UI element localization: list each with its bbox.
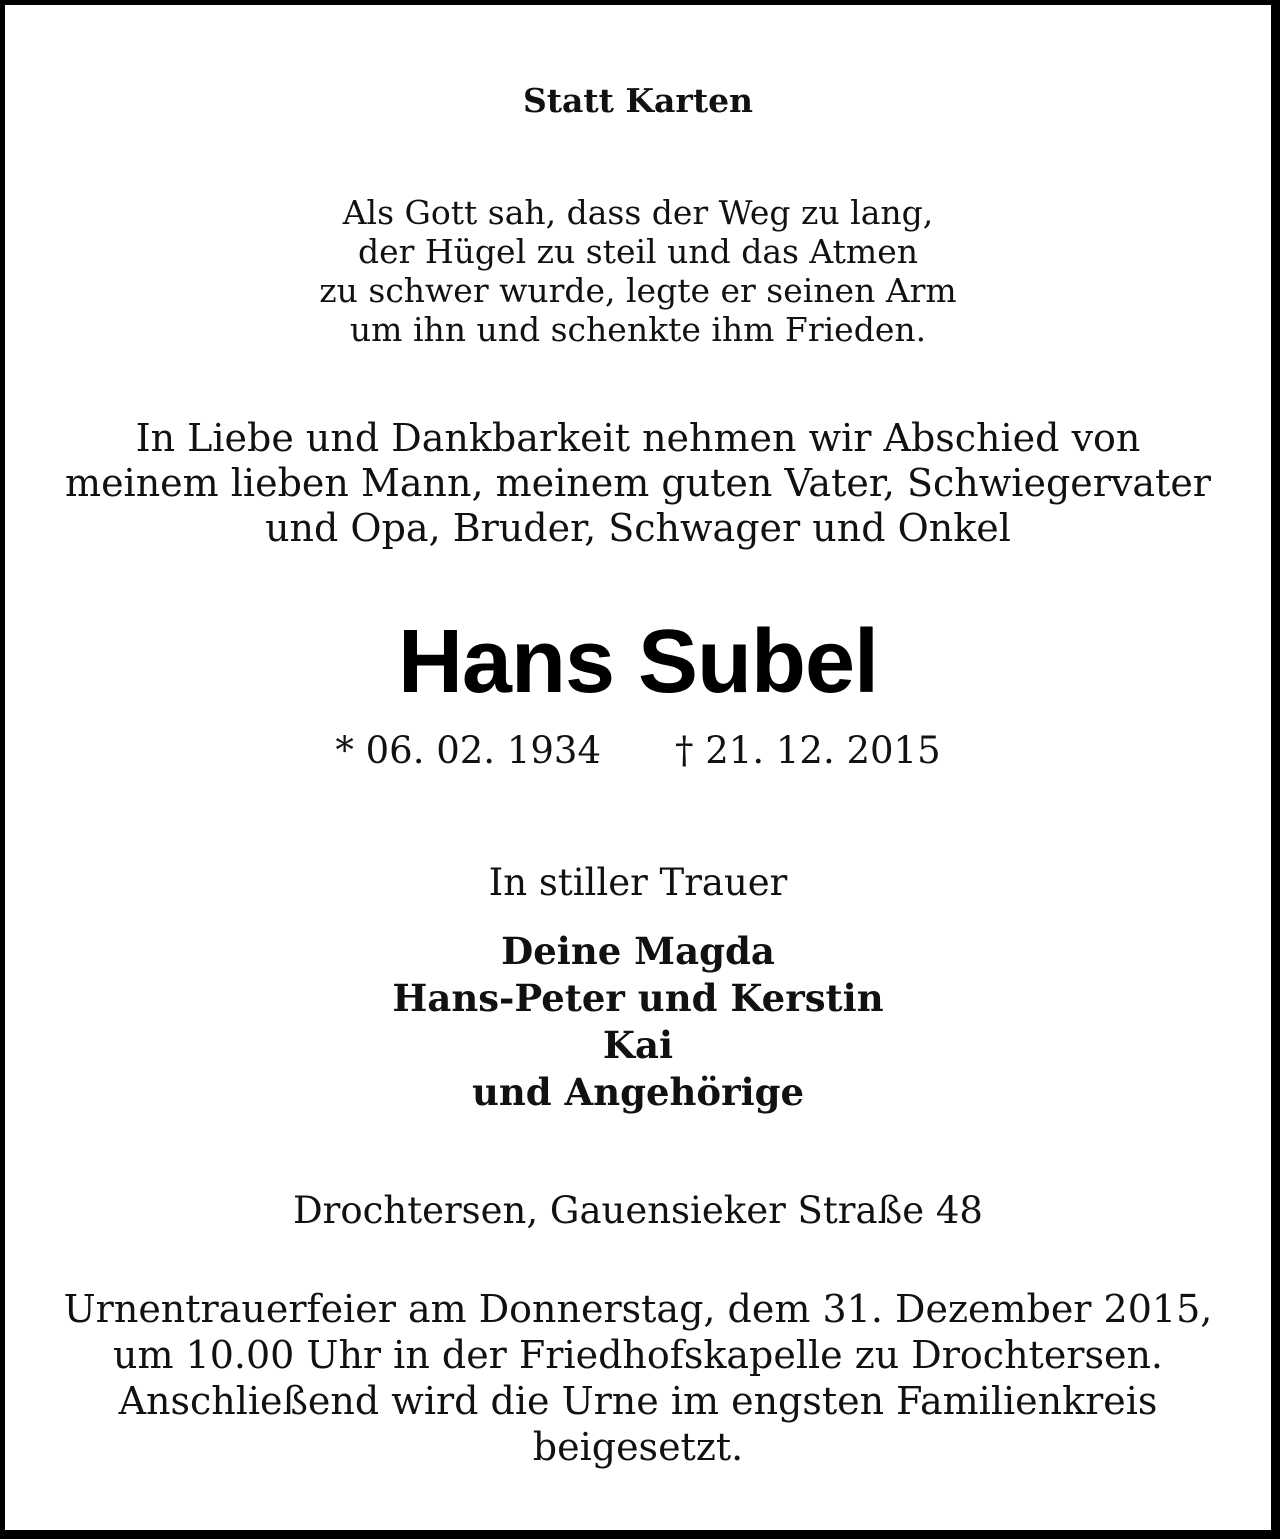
intro-line: In Liebe und Dankbarkeit nehmen wir Abschied von: [135, 416, 1141, 460]
mourning-intro: In stiller Trauer: [488, 861, 788, 904]
address: Drochtersen, Gauensieker Straße 48: [293, 1189, 983, 1232]
mourner-name: Kai: [602, 1023, 674, 1067]
intro-line: und Opa, Bruder, Schwager und Onkel: [265, 506, 1011, 550]
mourner-name: Deine Magda: [501, 929, 775, 973]
header-title: Statt Karten: [522, 81, 754, 120]
verse-line: um ihn und schenkte ihm Frieden.: [349, 310, 927, 349]
mourner-name: Hans-Peter und Kerstin: [392, 976, 884, 1020]
life-dates: [5, 729, 1271, 772]
ceremony-line: Anschließend wird die Urne im engsten Familienkreis: [118, 1379, 1158, 1423]
ceremony-line: um 10.00 Uhr in der Friedhofskapelle zu Drochtersen.: [112, 1333, 1164, 1377]
birth-date: * 06. 02. 1934: [335, 729, 601, 772]
ceremony-line: beigesetzt.: [532, 1425, 744, 1469]
death-date: † 21. 12. 2015: [675, 729, 941, 772]
mourner-name: und Angehörige: [471, 1070, 805, 1114]
verse-line: der Hügel zu steil und das Atmen: [357, 232, 919, 271]
ceremony-line: Urnentrauerfeier am Donnerstag, dem 31. Dezember 2015,: [63, 1287, 1213, 1331]
intro-line: meinem lieben Mann, meinem guten Vater, Schwiegervater: [65, 461, 1211, 505]
deceased-name: Hans Subel: [397, 612, 879, 712]
verse-line: Als Gott sah, dass der Weg zu lang,: [342, 193, 934, 232]
verse-line: zu schwer wurde, legte er seinen Arm: [319, 271, 957, 310]
